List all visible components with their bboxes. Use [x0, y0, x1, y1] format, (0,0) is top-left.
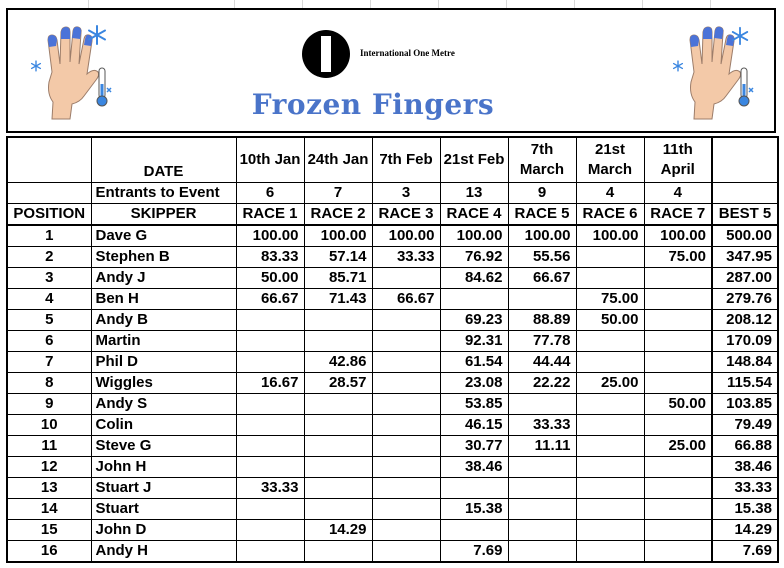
column-header: RACE 6 [576, 204, 644, 226]
column-header: RACE 4 [440, 204, 508, 226]
column-header: RACE 2 [304, 204, 372, 226]
position-cell: 10 [7, 415, 91, 436]
race-score-cell: 100.00 [440, 225, 508, 247]
logo-caption: International One Metre [360, 48, 455, 58]
skipper-cell: Andy S [91, 394, 236, 415]
race-score-cell: 15.38 [440, 499, 508, 520]
race-score-cell [304, 541, 372, 563]
best5-cell: 287.00 [712, 268, 778, 289]
race-score-cell: 55.56 [508, 247, 576, 268]
table-row [7, 541, 778, 563]
table-row [7, 415, 778, 436]
table-row [7, 436, 778, 457]
race-score-cell [440, 289, 508, 310]
skipper-cell: Stuart [91, 499, 236, 520]
entrants-row [7, 183, 778, 204]
best5-cell: 347.95 [712, 247, 778, 268]
race-score-cell [644, 289, 712, 310]
race-score-cell [644, 373, 712, 394]
table-row [7, 268, 778, 289]
position-cell: 13 [7, 478, 91, 499]
column-header: SKIPPER [91, 204, 236, 226]
race-score-cell: 100.00 [576, 225, 644, 247]
position-cell: 14 [7, 499, 91, 520]
table-row [7, 373, 778, 394]
best5-cell: 7.69 [712, 541, 778, 563]
skipper-cell: Andy J [91, 268, 236, 289]
race-score-cell [440, 520, 508, 541]
best5-cell: 208.12 [712, 310, 778, 331]
race-score-cell [440, 478, 508, 499]
race-score-cell [508, 478, 576, 499]
race-score-cell: 77.78 [508, 331, 576, 352]
race-score-cell [576, 478, 644, 499]
date-cell: 7th March [508, 137, 576, 183]
race-score-cell [644, 541, 712, 563]
race-score-cell [236, 394, 304, 415]
race-score-cell [304, 415, 372, 436]
race-score-cell [304, 310, 372, 331]
race-score-cell [236, 331, 304, 352]
race-score-cell [372, 478, 440, 499]
race-score-cell: 7.69 [440, 541, 508, 563]
race-score-cell: 38.46 [440, 457, 508, 478]
race-score-cell: 22.22 [508, 373, 576, 394]
table-row [7, 247, 778, 268]
race-score-cell: 66.67 [236, 289, 304, 310]
race-score-cell: 42.86 [304, 352, 372, 373]
race-score-cell [644, 415, 712, 436]
race-score-cell [304, 394, 372, 415]
entrants-cell: 6 [236, 183, 304, 204]
position-cell: 12 [7, 457, 91, 478]
race-score-cell [372, 352, 440, 373]
race-score-cell: 30.77 [440, 436, 508, 457]
date-cell: 21st March [576, 137, 644, 183]
table-row [7, 520, 778, 541]
entrants-cell: 4 [576, 183, 644, 204]
skipper-cell: Ben H [91, 289, 236, 310]
entrants-cell: 9 [508, 183, 576, 204]
position-cell: 15 [7, 520, 91, 541]
race-score-cell [508, 499, 576, 520]
race-score-cell: 57.14 [304, 247, 372, 268]
race-score-cell: 92.31 [440, 331, 508, 352]
race-score-cell: 83.33 [236, 247, 304, 268]
position-cell: 11 [7, 436, 91, 457]
skipper-cell: Stephen B [91, 247, 236, 268]
entrants-label: Entrants to Event [91, 183, 236, 204]
race-score-cell [372, 373, 440, 394]
race-score-cell [508, 541, 576, 563]
race-score-cell [304, 499, 372, 520]
race-score-cell: 66.67 [508, 268, 576, 289]
snowflake-icon [672, 60, 684, 72]
race-score-cell [236, 436, 304, 457]
race-score-cell [508, 394, 576, 415]
race-score-cell [304, 478, 372, 499]
race-score-cell: 11.11 [508, 436, 576, 457]
skipper-cell: Martin [91, 331, 236, 352]
race-score-cell [236, 415, 304, 436]
race-score-cell: 14.29 [304, 520, 372, 541]
blank-cell [712, 183, 778, 204]
race-score-cell [236, 499, 304, 520]
race-score-cell [576, 436, 644, 457]
race-score-cell [576, 352, 644, 373]
race-score-cell [644, 268, 712, 289]
race-score-cell [644, 352, 712, 373]
race-score-cell: 66.67 [372, 289, 440, 310]
best5-cell: 14.29 [712, 520, 778, 541]
table-row [7, 457, 778, 478]
table-row [7, 331, 778, 352]
column-header: RACE 5 [508, 204, 576, 226]
date-cell: 24th Jan [304, 137, 372, 183]
best5-cell: 33.33 [712, 478, 778, 499]
page-title: Frozen Fingers [251, 88, 495, 121]
race-score-cell [372, 520, 440, 541]
best5-cell: 279.76 [712, 289, 778, 310]
date-row [7, 137, 778, 183]
column-header: RACE 1 [236, 204, 304, 226]
race-score-cell: 33.33 [372, 247, 440, 268]
race-score-cell: 76.92 [440, 247, 508, 268]
race-score-cell [236, 352, 304, 373]
race-score-cell [508, 457, 576, 478]
position-cell: 6 [7, 331, 91, 352]
race-score-cell [372, 310, 440, 331]
table-row [7, 352, 778, 373]
results-body [7, 137, 778, 562]
skipper-cell: Andy B [91, 310, 236, 331]
results-table [6, 136, 779, 563]
blank-cell [712, 137, 778, 183]
skipper-cell: Dave G [91, 225, 236, 247]
race-score-cell: 53.85 [440, 394, 508, 415]
race-score-cell [576, 415, 644, 436]
skipper-cell: Stuart J [91, 478, 236, 499]
date-cell: 10th Jan [236, 137, 304, 183]
blank-cell [7, 183, 91, 204]
column-header: RACE 7 [644, 204, 712, 226]
skipper-cell: Andy H [91, 541, 236, 563]
race-score-cell: 61.54 [440, 352, 508, 373]
race-score-cell [372, 331, 440, 352]
race-score-cell [576, 331, 644, 352]
race-score-cell: 33.33 [508, 415, 576, 436]
race-score-cell [644, 310, 712, 331]
race-score-cell [372, 499, 440, 520]
table-row [7, 225, 778, 247]
table-row [7, 499, 778, 520]
race-score-cell [372, 394, 440, 415]
race-score-cell [576, 268, 644, 289]
race-score-cell [576, 457, 644, 478]
race-score-cell: 100.00 [508, 225, 576, 247]
race-score-cell: 44.44 [508, 352, 576, 373]
race-score-cell: 25.00 [576, 373, 644, 394]
race-score-cell: 50.00 [576, 310, 644, 331]
race-score-cell: 46.15 [440, 415, 508, 436]
date-cell: 11th April [644, 137, 712, 183]
position-cell: 3 [7, 268, 91, 289]
position-cell: 16 [7, 541, 91, 563]
skipper-cell: Wiggles [91, 373, 236, 394]
race-score-cell [576, 541, 644, 563]
race-score-cell [236, 310, 304, 331]
race-score-cell: 25.00 [644, 436, 712, 457]
position-cell: 7 [7, 352, 91, 373]
best5-cell: 115.54 [712, 373, 778, 394]
header-banner [6, 8, 776, 133]
race-score-cell [508, 289, 576, 310]
race-score-cell: 88.89 [508, 310, 576, 331]
entrants-cell: 3 [372, 183, 440, 204]
race-score-cell [644, 457, 712, 478]
table-row [7, 310, 778, 331]
race-score-cell [644, 499, 712, 520]
entrants-cell: 4 [644, 183, 712, 204]
position-cell: 2 [7, 247, 91, 268]
date-cell: 21st Feb [440, 137, 508, 183]
race-score-cell: 75.00 [644, 247, 712, 268]
race-score-cell: 100.00 [644, 225, 712, 247]
race-score-cell: 100.00 [304, 225, 372, 247]
race-score-cell: 69.23 [440, 310, 508, 331]
table-row [7, 289, 778, 310]
best5-cell: 103.85 [712, 394, 778, 415]
skipper-cell: John H [91, 457, 236, 478]
race-score-cell [576, 394, 644, 415]
skipper-cell: Phil D [91, 352, 236, 373]
race-score-cell [236, 541, 304, 563]
position-cell: 8 [7, 373, 91, 394]
position-cell: 4 [7, 289, 91, 310]
position-cell: 9 [7, 394, 91, 415]
race-score-cell [508, 520, 576, 541]
skipper-cell: Colin [91, 415, 236, 436]
column-header: RACE 3 [372, 204, 440, 226]
race-score-cell [304, 457, 372, 478]
race-score-cell: 16.67 [236, 373, 304, 394]
snowflake-icon [730, 26, 750, 46]
race-score-cell [372, 541, 440, 563]
race-score-cell: 50.00 [236, 268, 304, 289]
race-score-cell: 75.00 [576, 289, 644, 310]
race-score-cell [304, 331, 372, 352]
column-header: BEST 5 [712, 204, 778, 226]
race-score-cell [372, 415, 440, 436]
race-score-cell [644, 331, 712, 352]
skipper-cell: John D [91, 520, 236, 541]
table-row [7, 478, 778, 499]
best5-cell: 500.00 [712, 225, 778, 247]
column-header: POSITION [7, 204, 91, 226]
race-score-cell [644, 520, 712, 541]
date-label: DATE [91, 137, 236, 183]
snowflake-icon [86, 24, 108, 46]
race-score-cell [304, 436, 372, 457]
race-score-cell [236, 457, 304, 478]
race-score-cell: 85.71 [304, 268, 372, 289]
race-score-cell: 23.08 [440, 373, 508, 394]
best5-cell: 170.09 [712, 331, 778, 352]
race-score-cell: 50.00 [644, 394, 712, 415]
race-score-cell: 84.62 [440, 268, 508, 289]
column-header-row [7, 204, 778, 226]
race-score-cell: 28.57 [304, 373, 372, 394]
position-cell: 1 [7, 225, 91, 247]
skipper-cell: Steve G [91, 436, 236, 457]
race-score-cell: 71.43 [304, 289, 372, 310]
best5-cell: 38.46 [712, 457, 778, 478]
race-score-cell [576, 520, 644, 541]
best5-cell: 15.38 [712, 499, 778, 520]
thermometer-icon [734, 66, 754, 108]
race-score-cell [644, 478, 712, 499]
race-score-cell [576, 247, 644, 268]
race-score-cell: 33.33 [236, 478, 304, 499]
best5-cell: 66.88 [712, 436, 778, 457]
race-score-cell [372, 436, 440, 457]
snowflake-icon [30, 60, 42, 72]
entrants-cell: 13 [440, 183, 508, 204]
entrants-cell: 7 [304, 183, 372, 204]
race-score-cell [576, 499, 644, 520]
best5-cell: 148.84 [712, 352, 778, 373]
position-cell: 5 [7, 310, 91, 331]
race-score-cell: 100.00 [372, 225, 440, 247]
table-row [7, 394, 778, 415]
date-cell: 7th Feb [372, 137, 440, 183]
race-score-cell [372, 457, 440, 478]
thermometer-icon [92, 66, 112, 108]
race-score-cell [236, 520, 304, 541]
race-score-cell [372, 268, 440, 289]
class-logo [296, 24, 356, 84]
best5-cell: 79.49 [712, 415, 778, 436]
blank-cell [7, 137, 91, 183]
race-score-cell: 100.00 [236, 225, 304, 247]
